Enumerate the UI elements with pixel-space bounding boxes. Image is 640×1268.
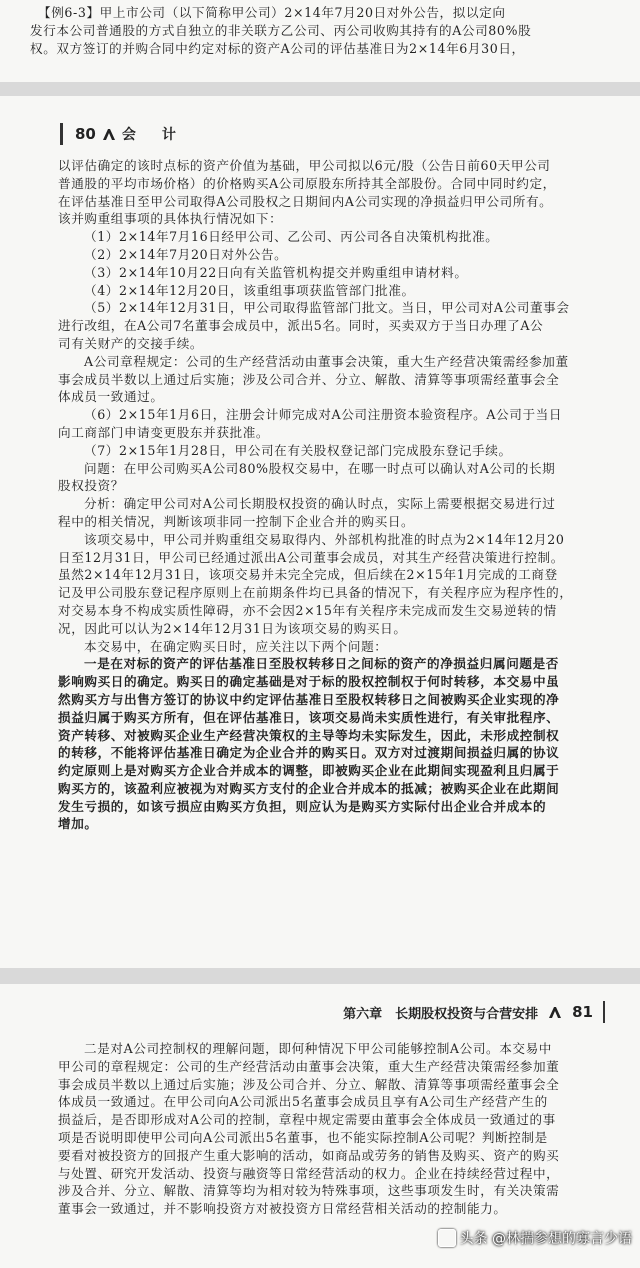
issue-one-line-9: 发生亏损的，如该亏损应由购买方负担，则应认为是购买方实际付出企业合并成本的 — [58, 798, 547, 814]
issue-one-line-1: 一是在对标的资产的评估基准日至股权转移日之间标的资产的净损益归属问题是否 — [84, 656, 559, 672]
intro-line-3: 在评估基准日至甲公司取得A公司股权之日期间内A公司实现的净损益归甲公司所有。 — [58, 193, 553, 209]
list-item-5-line-3: 司有关财产的交接手续。 — [58, 335, 204, 351]
issue-one-line-2: 影响购买日的确定。购买日的确定基础是对于标的股权控制权于何时转移，本交易中虽 — [58, 674, 560, 690]
page-81-body — [58, 1040, 608, 1218]
issue-one-line-10: 增加。 — [58, 816, 98, 832]
issue-one-line-3: 然购买方与出售方签订的协议中约定评估基准日至股权转移日之间被购买企业实现的净 — [58, 691, 560, 707]
header-rule — [603, 1001, 605, 1023]
page-80-body — [58, 157, 608, 833]
example-line-3: 权。双方签订的并购合同中约定对标的资产A公司的评估基准日为2×14年6月30日， — [30, 40, 525, 56]
issue-two-line-6: 项是否说明即使甲公司向A公司派出5名董事，也不能实际控制A公司呢？判断控制是 — [58, 1129, 548, 1145]
page-number: 80 — [75, 125, 96, 143]
transaction-line-1: 该项交易中，甲公司并购重组交易取得内、外部机构批准的时点为2×14年12月20 — [84, 531, 565, 547]
list-item-6-line-2: 向工商部门申请变更股东并获批准。 — [58, 424, 270, 440]
page-80-header — [60, 122, 620, 146]
list-item-2: （2）2×14年7月20日对外公告。 — [84, 246, 288, 262]
issue-one-line-6: 的转移，不能将评估基准日确定为企业合并的购买日。双方对过渡期间损益归属的协议 — [58, 745, 560, 761]
transaction-line-6: 况，因此可以认为2×14年12月31日为该项交易的购买日。 — [58, 620, 407, 636]
top-page-fragment — [0, 0, 640, 82]
issue-one-line-5: 资产转移、对被购买企业生产经营决策权的主导等均未实际发生，因此，未形成控制权 — [58, 727, 560, 743]
issue-one-line-4: 损益归属于购买方所有，但在评估基准日，该项交易尚未实质性进行，有关审批程序、 — [58, 709, 560, 725]
issue-one-line-8: 购买方的，该盈利应被视为对购买方支付的企业合并成本的抵减；被购买企业在此期间 — [58, 780, 560, 796]
issue-two-line-5: 损益后，是否即形成对A公司的控制，章程中规定需要由董事会全体成员一致通过的事 — [58, 1112, 556, 1128]
analysis-line-1: 分析：确定甲公司对A公司长期股权投资的确认时点，实际上需要根据交易进行过 — [84, 496, 556, 512]
issue-two-line-1: 二是对A公司控制权的理解问题，即何种情况下甲公司能够控制A公司。本交易中 — [84, 1041, 552, 1056]
charter-line-3: 体成员一致通过。 — [58, 389, 164, 405]
issue-one-line-7: 约定原则上是对购买方企业合并成本的调整，即被购买企业在此期间实现盈利且归属于 — [58, 763, 560, 779]
watermark-text: 头条 @林揣参想的寡言少语 — [459, 1231, 632, 1247]
watermark-icon — [438, 1229, 456, 1247]
example-line-1: 【例6-3】甲上市公司（以下简称甲公司）2×14年7月20日对外公告，拟以定向 — [38, 5, 506, 20]
transaction-line-5: 对交易本身不构成实质性障碍，亦不会因2×15年有关程序未完成而发生交易逆转的情 — [58, 602, 557, 618]
intro-line-2: 普通股的平均市场价格）的价格购买A公司原股东所持其全部股份。合同中同时约定， — [58, 175, 556, 191]
analysis-line-2: 程中的相关情况，判断该项非同一控制下企业合并的购买日。 — [58, 513, 415, 529]
publisher-logo-icon — [548, 1005, 562, 1019]
issue-two-line-10: 董事会一致通过，并不影响投资方对被投资方日常经营相关活动的控制能力。 — [58, 1201, 507, 1217]
transaction-line-4: 记及甲公司股东登记程序原则上在前期条件均已具备的情况下，有关程序应为程序性的， — [58, 585, 573, 601]
issue-two-line-9: 涉及合并、分立、解散、清算等均为相对较为特殊事项，这些事项发生时，有关决策需 — [58, 1183, 560, 1199]
question-line-2: 股权投资？ — [58, 478, 124, 494]
intro-line-4: 该并购重组事项的具体执行情况如下： — [58, 211, 283, 227]
issue-two-line-7: 要看对被投资方的回报产生重大影响的活动，如商品或劳务的销售及购买、资产的购买 — [58, 1147, 560, 1163]
list-item-5-line-2: 进行改组，在A公司7名董事会成员中，派出5名。同时，买卖双方于当日办理了A公 — [58, 318, 544, 334]
running-title: 第六章 长期股权投资与合营安排 — [343, 1006, 539, 1022]
page-gap — [0, 968, 640, 984]
running-title: 会 计 — [121, 127, 182, 143]
issue-two-line-3: 事会成员半数以上通过后实施；涉及公司合并、分立、解散、清算等事项需经董事会全 — [58, 1076, 560, 1092]
issues-intro: 本交易中，在确定购买日时，应关注以下两个问题： — [84, 638, 388, 654]
list-item-6-line-1: （6）2×15年1月6日，注册会计师完成对A公司注册资本验资程序。A公司于当日 — [84, 407, 563, 423]
page-gap — [0, 82, 640, 96]
issue-two-line-4: 体成员一致通过。在甲公司向A公司派出5名董事会成员且享有A公司生产经营产生的 — [58, 1094, 548, 1110]
page-number: 81 — [572, 1003, 593, 1021]
list-item-1: （1）2×14年7月16日经甲公司、乙公司、丙公司各自决策机构批准。 — [84, 229, 499, 245]
charter-line-1: A公司章程规定：公司的生产经营活动由董事会决策，重大生产经营决策需经参加董 — [84, 353, 569, 369]
list-item-3: （3）2×14年10月22日向有关监管机构提交并购重组申请材料。 — [84, 264, 468, 280]
intro-line-1: 以评估确定的该时点标的资产价值为基础，甲公司拟以6元/股（公告日前60天甲公司 — [58, 158, 551, 173]
charter-line-2: 事会成员半数以上通过后实施；涉及公司合并、分立、解散、清算等事项需经董事会全 — [58, 371, 560, 387]
issue-two-line-8: 与处置、研究开发活动、投资与融资等日常经营活动的权力。企业在持续经营过程中， — [58, 1165, 560, 1181]
page-81-header — [60, 1000, 605, 1024]
list-item-5-line-1: （5）2×14年12月31日，甲公司取得监管部门批文。当日，甲公司对A公司董事会 — [84, 300, 570, 316]
transaction-line-3: 虽然2×14年12月31日，该项交易并未完全完成，但后续在2×15年1月完成的工商登 — [58, 567, 558, 583]
publisher-logo-icon — [102, 127, 116, 141]
list-item-7: （7）2×15年1月28日，甲公司在有关股权登记部门完成股东登记手续。 — [84, 442, 512, 458]
example-line-2: 发行本公司普通股的方式自独立的非关联方乙公司、丙公司收购其持有的A公司80%股 — [30, 22, 532, 38]
question-line-1: 问题：在甲公司购买A公司80%股权交易中，在哪一时点可以确认对A公司的长期 — [84, 460, 556, 476]
transaction-line-2: 日至12月31日，甲公司已经通过派出A公司董事会成员，对其生产经营决策进行控制。 — [58, 549, 564, 565]
list-item-4: （4）2×14年12月20日，该重组事项获监管部门批准。 — [84, 282, 415, 298]
source-watermark — [438, 1228, 632, 1248]
issue-two-line-2: 甲公司的章程规定：公司的生产经营活动由董事会决策，重大生产经营决策需经参加董 — [58, 1058, 560, 1074]
header-rule — [60, 123, 63, 145]
